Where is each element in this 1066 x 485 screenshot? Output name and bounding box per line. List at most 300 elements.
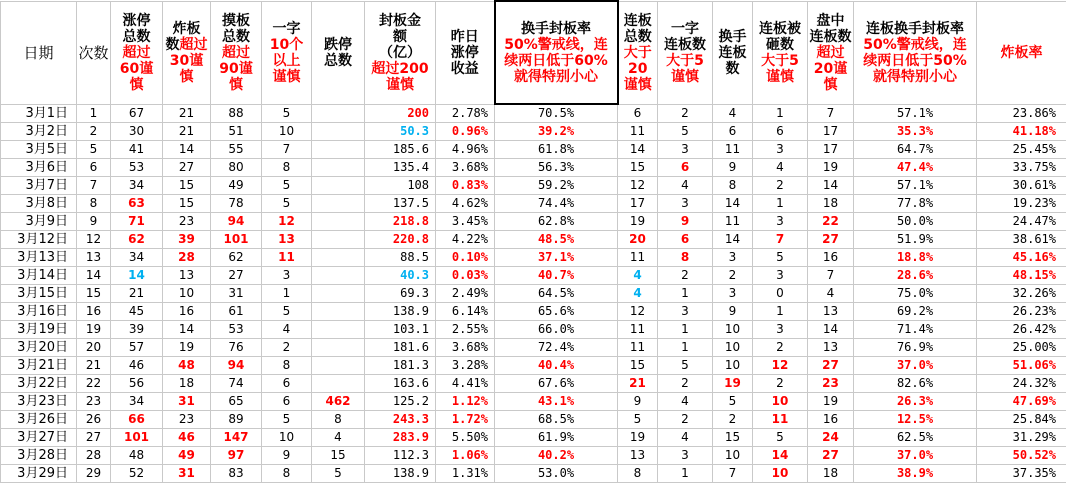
cell-je[interactable]: 138.9 [365,465,436,483]
cell-sy[interactable]: 2.55% [436,321,495,339]
cell-je[interactable]: 112.3 [365,447,436,465]
cell-n[interactable]: 1 [77,104,111,123]
cell-n[interactable]: 22 [77,375,111,393]
cell-lbzs[interactable]: 3 [753,321,808,339]
cell-sy[interactable]: 4.22% [436,231,495,249]
cell-zt[interactable]: 71 [111,213,163,231]
cell-zt[interactable]: 21 [111,285,163,303]
cell-pz[interactable]: 27 [808,357,854,375]
cell-lbhs[interactable]: 12.5% [854,411,977,429]
cell-dt[interactable] [312,123,365,141]
cell-hs[interactable]: 67.6% [495,375,618,393]
cell-date[interactable]: 3月28日 [1,447,77,465]
cell-hslb[interactable]: 11 [713,141,753,159]
table-row[interactable] [1,159,1066,177]
cell-hslb[interactable]: 6 [713,123,753,141]
column-header-yzlb[interactable] [658,1,713,104]
cell-n[interactable]: 16 [77,303,111,321]
cell-zbl[interactable]: 41.18% [977,123,1066,141]
cell-yzlb[interactable]: 4 [658,393,713,411]
cell-yz[interactable]: 8 [262,357,312,375]
cell-hslb[interactable]: 4 [713,104,753,123]
cell-mb[interactable]: 31 [211,285,262,303]
cell-mb[interactable]: 55 [211,141,262,159]
cell-je[interactable]: 283.9 [365,429,436,447]
cell-yzlb[interactable]: 1 [658,285,713,303]
column-header-zt[interactable] [111,1,163,104]
cell-yzlb[interactable]: 3 [658,195,713,213]
column-header-pz[interactable] [808,1,854,104]
cell-n[interactable]: 12 [77,231,111,249]
cell-zb[interactable]: 28 [163,249,211,267]
cell-dt[interactable]: 4 [312,429,365,447]
cell-n[interactable]: 21 [77,357,111,375]
cell-hslb[interactable]: 8 [713,177,753,195]
cell-date[interactable]: 3月12日 [1,231,77,249]
cell-lbhs[interactable]: 77.8% [854,195,977,213]
cell-yz[interactable]: 5 [262,177,312,195]
cell-yzlb[interactable]: 3 [658,141,713,159]
cell-mb[interactable]: 78 [211,195,262,213]
table-row[interactable] [1,141,1066,159]
cell-sy[interactable]: 2.49% [436,285,495,303]
cell-mb[interactable]: 76 [211,339,262,357]
cell-yzlb[interactable]: 2 [658,267,713,285]
cell-mb[interactable]: 89 [211,411,262,429]
cell-yz[interactable]: 5 [262,104,312,123]
table-row[interactable] [1,249,1066,267]
cell-lbhs[interactable]: 82.6% [854,375,977,393]
cell-pz[interactable]: 7 [808,104,854,123]
cell-lbzs[interactable]: 6 [753,123,808,141]
cell-zt[interactable]: 45 [111,303,163,321]
cell-lbhs[interactable]: 57.1% [854,104,977,123]
cell-yzlb[interactable]: 8 [658,249,713,267]
cell-zt[interactable]: 34 [111,177,163,195]
cell-lb[interactable]: 21 [618,375,658,393]
cell-je[interactable]: 108 [365,177,436,195]
cell-pz[interactable]: 7 [808,267,854,285]
cell-sy[interactable]: 0.96% [436,123,495,141]
cell-n[interactable]: 20 [77,339,111,357]
cell-zb[interactable]: 23 [163,213,211,231]
cell-date[interactable]: 3月23日 [1,393,77,411]
cell-yz[interactable]: 8 [262,159,312,177]
cell-lbhs[interactable]: 47.4% [854,159,977,177]
cell-pz[interactable]: 27 [808,231,854,249]
cell-yz[interactable]: 4 [262,321,312,339]
cell-hslb[interactable]: 14 [713,231,753,249]
cell-hslb[interactable]: 3 [713,249,753,267]
cell-hs[interactable]: 65.6% [495,303,618,321]
cell-lbhs[interactable]: 37.0% [854,447,977,465]
cell-hslb[interactable]: 11 [713,213,753,231]
cell-zt[interactable]: 101 [111,429,163,447]
cell-lbhs[interactable]: 50.0% [854,213,977,231]
column-header-zb[interactable] [163,1,211,104]
cell-zb[interactable]: 49 [163,447,211,465]
cell-hs[interactable]: 48.5% [495,231,618,249]
cell-n[interactable]: 26 [77,411,111,429]
cell-zb[interactable]: 27 [163,159,211,177]
cell-lbhs[interactable]: 76.9% [854,339,977,357]
cell-mb[interactable]: 27 [211,267,262,285]
cell-dt[interactable]: 5 [312,465,365,483]
cell-yzlb[interactable]: 6 [658,231,713,249]
table-row[interactable] [1,321,1066,339]
cell-lbhs[interactable]: 35.3% [854,123,977,141]
cell-date[interactable]: 3月19日 [1,321,77,339]
column-header-yz[interactable] [262,1,312,104]
cell-hs[interactable]: 74.4% [495,195,618,213]
column-header-dt[interactable] [312,1,365,104]
cell-sy[interactable]: 0.03% [436,267,495,285]
cell-zb[interactable]: 15 [163,195,211,213]
cell-hs[interactable]: 64.5% [495,285,618,303]
cell-hslb[interactable]: 10 [713,321,753,339]
cell-dt[interactable] [312,195,365,213]
cell-zb[interactable]: 15 [163,177,211,195]
cell-mb[interactable]: 97 [211,447,262,465]
cell-zt[interactable]: 39 [111,321,163,339]
table-row[interactable] [1,177,1066,195]
cell-je[interactable]: 69.3 [365,285,436,303]
column-header-hslb[interactable] [713,1,753,104]
cell-pz[interactable]: 4 [808,285,854,303]
cell-date[interactable]: 3月14日 [1,267,77,285]
cell-date[interactable]: 3月9日 [1,213,77,231]
column-header-hs[interactable] [495,1,618,104]
cell-hs[interactable]: 70.5% [495,104,618,123]
cell-sy[interactable]: 1.12% [436,393,495,411]
cell-zbl[interactable]: 38.61% [977,231,1066,249]
cell-zt[interactable]: 48 [111,447,163,465]
table-row[interactable] [1,411,1066,429]
cell-lbhs[interactable]: 71.4% [854,321,977,339]
cell-yzlb[interactable]: 5 [658,123,713,141]
table-row[interactable] [1,339,1066,357]
cell-hslb[interactable]: 19 [713,375,753,393]
cell-yz[interactable]: 7 [262,141,312,159]
cell-lbzs[interactable]: 3 [753,267,808,285]
cell-mb[interactable]: 83 [211,465,262,483]
cell-sy[interactable]: 4.62% [436,195,495,213]
cell-yzlb[interactable]: 4 [658,429,713,447]
cell-yz[interactable]: 5 [262,303,312,321]
cell-zbl[interactable]: 23.86% [977,104,1066,123]
cell-lbzs[interactable]: 10 [753,465,808,483]
cell-lb[interactable]: 19 [618,213,658,231]
cell-lbzs[interactable]: 14 [753,447,808,465]
cell-dt[interactable] [312,357,365,375]
cell-lbhs[interactable]: 75.0% [854,285,977,303]
cell-hs[interactable]: 56.3% [495,159,618,177]
cell-pz[interactable]: 19 [808,159,854,177]
table-row[interactable] [1,429,1066,447]
cell-hs[interactable]: 61.9% [495,429,618,447]
cell-zt[interactable]: 53 [111,159,163,177]
cell-sy[interactable]: 1.31% [436,465,495,483]
cell-lbhs[interactable]: 18.8% [854,249,977,267]
cell-lbzs[interactable]: 2 [753,375,808,393]
cell-zt[interactable]: 30 [111,123,163,141]
cell-zbl[interactable]: 51.06% [977,357,1066,375]
cell-zbl[interactable]: 26.42% [977,321,1066,339]
cell-lb[interactable]: 15 [618,357,658,375]
cell-je[interactable]: 135.4 [365,159,436,177]
cell-zt[interactable]: 63 [111,195,163,213]
cell-lbzs[interactable]: 12 [753,357,808,375]
cell-yz[interactable]: 13 [262,231,312,249]
cell-lbhs[interactable]: 38.9% [854,465,977,483]
cell-date[interactable]: 3月22日 [1,375,77,393]
cell-mb[interactable]: 94 [211,357,262,375]
cell-yzlb[interactable]: 6 [658,159,713,177]
cell-zbl[interactable]: 25.45% [977,141,1066,159]
cell-dt[interactable] [312,231,365,249]
cell-pz[interactable]: 16 [808,411,854,429]
cell-lbhs[interactable]: 57.1% [854,177,977,195]
cell-zb[interactable]: 16 [163,303,211,321]
cell-date[interactable]: 3月13日 [1,249,77,267]
cell-je[interactable]: 40.3 [365,267,436,285]
cell-zbl[interactable]: 26.23% [977,303,1066,321]
table-row[interactable] [1,465,1066,483]
cell-yzlb[interactable]: 2 [658,104,713,123]
cell-n[interactable]: 27 [77,429,111,447]
cell-date[interactable]: 3月6日 [1,159,77,177]
cell-lb[interactable]: 11 [618,339,658,357]
cell-zt[interactable]: 34 [111,393,163,411]
table-row[interactable] [1,195,1066,213]
cell-date[interactable]: 3月15日 [1,285,77,303]
table-row[interactable] [1,285,1066,303]
cell-date[interactable]: 3月7日 [1,177,77,195]
cell-n[interactable]: 28 [77,447,111,465]
cell-mb[interactable]: 62 [211,249,262,267]
cell-yz[interactable]: 10 [262,429,312,447]
cell-lbzs[interactable]: 2 [753,339,808,357]
cell-lb[interactable]: 17 [618,195,658,213]
cell-dt[interactable] [312,141,365,159]
cell-sy[interactable]: 0.10% [436,249,495,267]
cell-n[interactable]: 13 [77,249,111,267]
cell-zb[interactable]: 31 [163,393,211,411]
cell-mb[interactable]: 80 [211,159,262,177]
cell-yzlb[interactable]: 3 [658,447,713,465]
cell-lbhs[interactable]: 28.6% [854,267,977,285]
cell-dt[interactable] [312,213,365,231]
cell-zbl[interactable]: 25.84% [977,411,1066,429]
cell-pz[interactable]: 14 [808,321,854,339]
cell-hslb[interactable]: 7 [713,465,753,483]
cell-zbl[interactable]: 45.16% [977,249,1066,267]
cell-date[interactable]: 3月5日 [1,141,77,159]
cell-dt[interactable]: 8 [312,411,365,429]
cell-date[interactable]: 3月2日 [1,123,77,141]
cell-hs[interactable]: 59.2% [495,177,618,195]
cell-zt[interactable]: 56 [111,375,163,393]
cell-zbl[interactable]: 47.69% [977,393,1066,411]
cell-zbl[interactable]: 37.35% [977,465,1066,483]
cell-je[interactable]: 220.8 [365,231,436,249]
cell-lbzs[interactable]: 1 [753,104,808,123]
cell-lb[interactable]: 6 [618,104,658,123]
cell-zbl[interactable]: 31.29% [977,429,1066,447]
cell-je[interactable]: 185.6 [365,141,436,159]
cell-date[interactable]: 3月27日 [1,429,77,447]
cell-mb[interactable]: 94 [211,213,262,231]
cell-zt[interactable]: 52 [111,465,163,483]
cell-n[interactable]: 19 [77,321,111,339]
cell-pz[interactable]: 22 [808,213,854,231]
cell-lb[interactable]: 12 [618,177,658,195]
table-row[interactable] [1,303,1066,321]
cell-je[interactable]: 200 [365,104,436,123]
cell-mb[interactable]: 74 [211,375,262,393]
cell-sy[interactable]: 2.78% [436,104,495,123]
cell-hs[interactable]: 62.8% [495,213,618,231]
cell-yzlb[interactable]: 9 [658,213,713,231]
cell-zb[interactable]: 19 [163,339,211,357]
cell-yz[interactable]: 11 [262,249,312,267]
cell-zt[interactable]: 57 [111,339,163,357]
cell-pz[interactable]: 19 [808,393,854,411]
cell-zt[interactable]: 34 [111,249,163,267]
cell-zb[interactable]: 13 [163,267,211,285]
cell-pz[interactable]: 23 [808,375,854,393]
cell-hslb[interactable]: 5 [713,393,753,411]
cell-dt[interactable] [312,104,365,123]
cell-yz[interactable]: 12 [262,213,312,231]
cell-hs[interactable]: 68.5% [495,411,618,429]
cell-hslb[interactable]: 15 [713,429,753,447]
cell-hs[interactable]: 53.0% [495,465,618,483]
cell-date[interactable]: 3月29日 [1,465,77,483]
cell-zbl[interactable]: 48.15% [977,267,1066,285]
cell-zb[interactable]: 14 [163,321,211,339]
cell-sy[interactable]: 1.72% [436,411,495,429]
cell-lbzs[interactable]: 2 [753,177,808,195]
table-row[interactable] [1,123,1066,141]
cell-dt[interactable] [312,303,365,321]
cell-hslb[interactable]: 2 [713,267,753,285]
cell-yz[interactable]: 8 [262,465,312,483]
cell-zt[interactable]: 41 [111,141,163,159]
cell-lbhs[interactable]: 51.9% [854,231,977,249]
cell-dt[interactable] [312,267,365,285]
column-header-mb[interactable] [211,1,262,104]
cell-lb[interactable]: 20 [618,231,658,249]
cell-pz[interactable]: 24 [808,429,854,447]
cell-zbl[interactable]: 30.61% [977,177,1066,195]
cell-yz[interactable]: 5 [262,195,312,213]
table-row[interactable] [1,213,1066,231]
cell-zb[interactable]: 21 [163,123,211,141]
cell-je[interactable]: 137.5 [365,195,436,213]
cell-hs[interactable]: 61.8% [495,141,618,159]
cell-date[interactable]: 3月1日 [1,104,77,123]
cell-je[interactable]: 88.5 [365,249,436,267]
cell-je[interactable]: 181.3 [365,357,436,375]
cell-hslb[interactable]: 10 [713,447,753,465]
cell-je[interactable]: 50.3 [365,123,436,141]
cell-je[interactable]: 138.9 [365,303,436,321]
cell-zbl[interactable]: 24.47% [977,213,1066,231]
cell-mb[interactable]: 61 [211,303,262,321]
cell-lbzs[interactable]: 7 [753,231,808,249]
cell-n[interactable]: 2 [77,123,111,141]
cell-zt[interactable]: 66 [111,411,163,429]
cell-hslb[interactable]: 9 [713,303,753,321]
cell-zt[interactable]: 62 [111,231,163,249]
column-header-date[interactable] [1,1,77,104]
cell-hslb[interactable]: 10 [713,357,753,375]
cell-lbzs[interactable]: 1 [753,303,808,321]
cell-zbl[interactable]: 24.32% [977,375,1066,393]
cell-zb[interactable]: 14 [163,141,211,159]
cell-date[interactable]: 3月16日 [1,303,77,321]
cell-hslb[interactable]: 9 [713,159,753,177]
cell-zbl[interactable]: 19.23% [977,195,1066,213]
cell-yzlb[interactable]: 3 [658,303,713,321]
cell-yz[interactable]: 3 [262,267,312,285]
cell-date[interactable]: 3月26日 [1,411,77,429]
cell-lb[interactable]: 9 [618,393,658,411]
cell-yzlb[interactable]: 1 [658,321,713,339]
cell-je[interactable]: 125.2 [365,393,436,411]
cell-yz[interactable]: 6 [262,375,312,393]
cell-yz[interactable]: 6 [262,393,312,411]
cell-n[interactable]: 9 [77,213,111,231]
cell-lb[interactable]: 11 [618,321,658,339]
cell-pz[interactable]: 18 [808,195,854,213]
cell-lbzs[interactable]: 10 [753,393,808,411]
cell-mb[interactable]: 49 [211,177,262,195]
cell-pz[interactable]: 17 [808,123,854,141]
table-row[interactable] [1,375,1066,393]
cell-sy[interactable]: 6.14% [436,303,495,321]
cell-zb[interactable]: 48 [163,357,211,375]
table-row[interactable] [1,267,1066,285]
cell-zb[interactable]: 23 [163,411,211,429]
cell-lbhs[interactable]: 37.0% [854,357,977,375]
cell-lbzs[interactable]: 0 [753,285,808,303]
cell-hslb[interactable]: 3 [713,285,753,303]
cell-yzlb[interactable]: 1 [658,339,713,357]
table-row[interactable] [1,357,1066,375]
cell-hslb[interactable]: 2 [713,411,753,429]
table-row[interactable] [1,393,1066,411]
cell-n[interactable]: 29 [77,465,111,483]
cell-lb[interactable]: 11 [618,249,658,267]
cell-pz[interactable]: 14 [808,177,854,195]
cell-zbl[interactable]: 50.52% [977,447,1066,465]
cell-lb[interactable]: 13 [618,447,658,465]
cell-yzlb[interactable]: 5 [658,357,713,375]
cell-dt[interactable] [312,249,365,267]
cell-hs[interactable]: 40.7% [495,267,618,285]
column-header-zbl[interactable] [977,1,1066,104]
cell-yz[interactable]: 1 [262,285,312,303]
cell-lb[interactable]: 14 [618,141,658,159]
cell-zb[interactable]: 39 [163,231,211,249]
cell-hs[interactable]: 37.1% [495,249,618,267]
cell-n[interactable]: 7 [77,177,111,195]
cell-dt[interactable]: 15 [312,447,365,465]
cell-zbl[interactable]: 32.26% [977,285,1066,303]
cell-zb[interactable]: 10 [163,285,211,303]
